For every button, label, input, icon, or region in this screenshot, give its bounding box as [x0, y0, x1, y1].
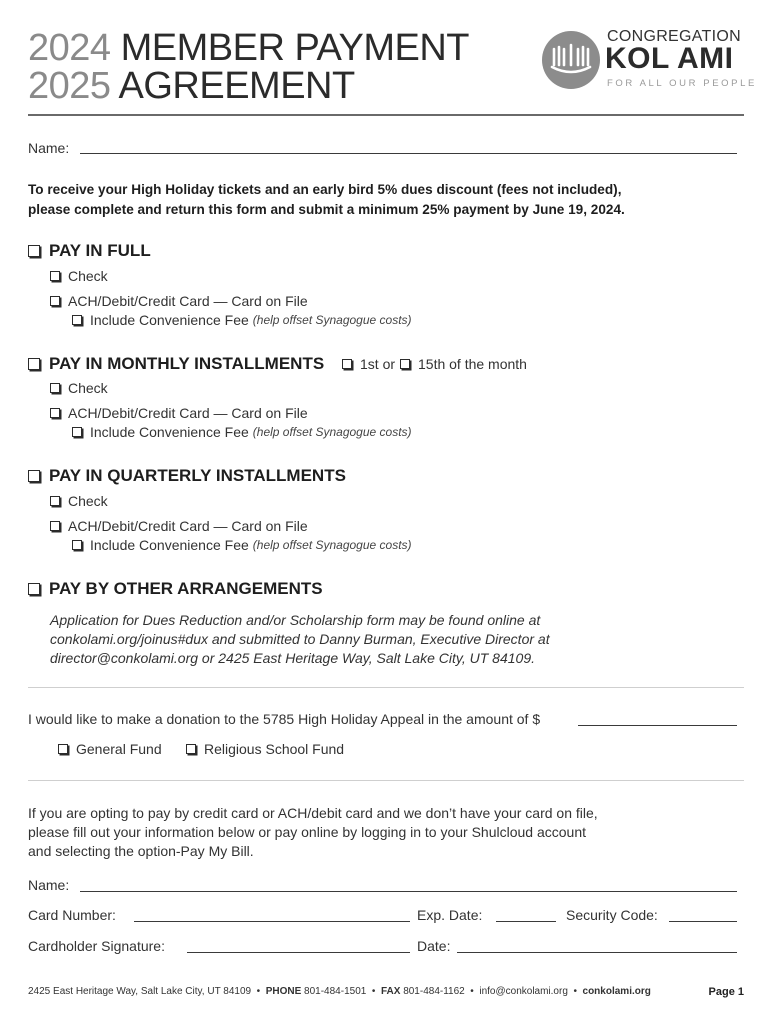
checkbox-icon[interactable] [28, 470, 40, 482]
monthly-1st-label: 1st or [360, 356, 396, 372]
other-arrangements-text [50, 611, 550, 668]
year-start: 2024 [28, 27, 111, 69]
quarterly-card-option[interactable] [50, 518, 308, 534]
full-check-option[interactable] [50, 268, 108, 284]
full-fee-note: (help offset Synagogue costs) [252, 313, 412, 327]
checkbox-icon[interactable] [28, 358, 40, 370]
logo-congregation: CONGREGATION [607, 28, 741, 45]
full-card-label: ACH/Debit/Credit Card — Card on File [68, 293, 308, 309]
divider [28, 780, 744, 781]
footer-phone-label: PHONE [265, 986, 302, 997]
signature-field[interactable] [187, 952, 410, 953]
checkbox-icon[interactable] [28, 583, 40, 595]
full-fee-label: Include Convenience Fee [90, 312, 249, 328]
monthly-15th-option[interactable] [400, 356, 527, 372]
religious-school-label: Religious School Fund [204, 741, 345, 757]
checkbox-icon[interactable] [50, 271, 60, 281]
pay-quarterly-heading: PAY IN QUARTERLY INSTALLMENTS [49, 466, 346, 485]
name-field[interactable] [80, 153, 737, 154]
full-check-label: Check [68, 268, 108, 284]
monthly-card-label: ACH/Debit/Credit Card — Card on File [68, 405, 308, 421]
monthly-check-label: Check [68, 380, 108, 396]
quarterly-card-label: ACH/Debit/Credit Card — Card on File [68, 518, 308, 534]
footer-fax-label: FAX [380, 986, 401, 997]
security-code-field[interactable] [669, 921, 737, 922]
general-fund-option[interactable] [58, 741, 162, 757]
card-name-label: Name: [28, 877, 70, 893]
pay-monthly-option[interactable] [28, 354, 324, 374]
logo-kol-ami: KOL AMI [605, 42, 734, 75]
checkbox-icon[interactable] [342, 359, 352, 369]
card-info-line-2: please fill out your information below or pay online by logging in to your Shulcloud account [28, 824, 587, 840]
checkbox-icon[interactable] [28, 245, 40, 257]
date-field[interactable] [457, 952, 737, 953]
checkbox-icon[interactable] [50, 496, 60, 506]
full-fee-option[interactable] [72, 312, 412, 328]
page-number: Page 1 [708, 986, 744, 998]
bullet-icon: • [467, 986, 477, 997]
title-line-2 [28, 66, 355, 106]
signature-label: Cardholder Signature: [28, 938, 165, 954]
checkbox-icon[interactable] [72, 427, 82, 437]
title-part-2: AGREEMENT [118, 65, 355, 107]
monthly-fee-note: (help offset Synagogue costs) [252, 425, 412, 439]
footer-address: 2425 East Heritage Way, Salt Lake City, UT 84109 [28, 986, 252, 997]
footer-website[interactable]: conkolami.org [582, 986, 651, 997]
monthly-1st-option[interactable] [342, 356, 395, 372]
pay-in-full-heading: PAY IN FULL [49, 241, 151, 260]
checkbox-icon[interactable] [400, 359, 410, 369]
intro-text [28, 180, 625, 220]
security-code-label: Security Code: [566, 907, 658, 923]
bullet-icon: • [369, 986, 379, 997]
logo-emblem [542, 31, 600, 89]
monthly-check-option[interactable] [50, 380, 108, 396]
quarterly-fee-note: (help offset Synagogue costs) [252, 538, 412, 552]
menorah-icon [542, 31, 600, 89]
divider [28, 687, 744, 688]
religious-school-option[interactable] [186, 741, 344, 757]
bullet-icon: • [570, 986, 580, 997]
monthly-fee-option[interactable] [72, 424, 412, 440]
pay-in-full-option[interactable] [28, 241, 151, 261]
exp-date-field[interactable] [496, 921, 556, 922]
pay-other-heading: PAY BY OTHER ARRANGEMENTS [49, 579, 323, 598]
logo-tagline: FOR ALL OUR PEOPLE [607, 78, 757, 89]
card-number-label: Card Number: [28, 907, 116, 923]
date-label: Date: [417, 938, 451, 954]
quarterly-check-option[interactable] [50, 493, 108, 509]
footer-fax: 801-484-1162 [403, 986, 465, 997]
title-part-1: MEMBER PAYMENT [120, 27, 470, 69]
footer-email[interactable]: info@conkolami.org [479, 986, 568, 997]
title-line-1 [28, 28, 469, 68]
quarterly-fee-label: Include Convenience Fee [90, 537, 249, 553]
name-label: Name: [28, 140, 70, 156]
monthly-card-option[interactable] [50, 405, 308, 421]
card-name-field[interactable] [80, 891, 737, 892]
exp-date-label: Exp. Date: [417, 907, 483, 923]
checkbox-icon[interactable] [58, 744, 68, 754]
checkbox-icon[interactable] [186, 744, 196, 754]
monthly-15th-label: 15th of the month [418, 356, 527, 372]
quarterly-fee-option[interactable] [72, 537, 412, 553]
intro-line-1: To receive your High Holiday tickets and an early bird 5% dues discount (fees not included), [28, 182, 622, 197]
checkbox-icon[interactable] [50, 521, 60, 531]
general-fund-label: General Fund [76, 741, 162, 757]
checkbox-icon[interactable] [50, 408, 60, 418]
other-line-3: director@conkolami.org or 2425 East Heritage Way, Salt Lake City, UT 84109. [50, 650, 535, 666]
monthly-fee-label: Include Convenience Fee [90, 424, 249, 440]
bullet-icon: • [253, 986, 263, 997]
donation-amount-field[interactable] [578, 725, 737, 726]
pay-other-option[interactable] [28, 579, 323, 599]
checkbox-icon[interactable] [50, 296, 60, 306]
header-divider [28, 114, 744, 116]
donation-text: I would like to make a donation to the 5785 High Holiday Appeal in the amount of $ [28, 711, 541, 727]
card-number-field[interactable] [134, 921, 410, 922]
pay-monthly-heading: PAY IN MONTHLY INSTALLMENTS [49, 354, 325, 373]
card-info-line-3: and selecting the option-Pay My Bill. [28, 843, 254, 859]
pay-quarterly-option[interactable] [28, 466, 346, 486]
checkbox-icon[interactable] [72, 315, 82, 325]
checkbox-icon[interactable] [72, 540, 82, 550]
checkbox-icon[interactable] [50, 383, 60, 393]
full-card-option[interactable] [50, 293, 308, 309]
other-line-2: conkolami.org/joinus#dux and submitted to Danny Burman, Executive Director at [50, 631, 550, 647]
footer-phone: 801-484-1501 [304, 986, 367, 997]
quarterly-check-label: Check [68, 493, 108, 509]
intro-line-2: please complete and return this form and submit a minimum 25% payment by June 19, 2024. [28, 202, 625, 217]
footer-contact [28, 986, 651, 997]
card-info-text [28, 804, 598, 861]
other-line-1: Application for Dues Reduction and/or Scholarship form may be found online at [50, 612, 541, 628]
year-end: 2025 [28, 65, 111, 107]
card-info-line-1: If you are opting to pay by credit card or ACH/debit card and we don’t have your card on file, [28, 805, 598, 821]
